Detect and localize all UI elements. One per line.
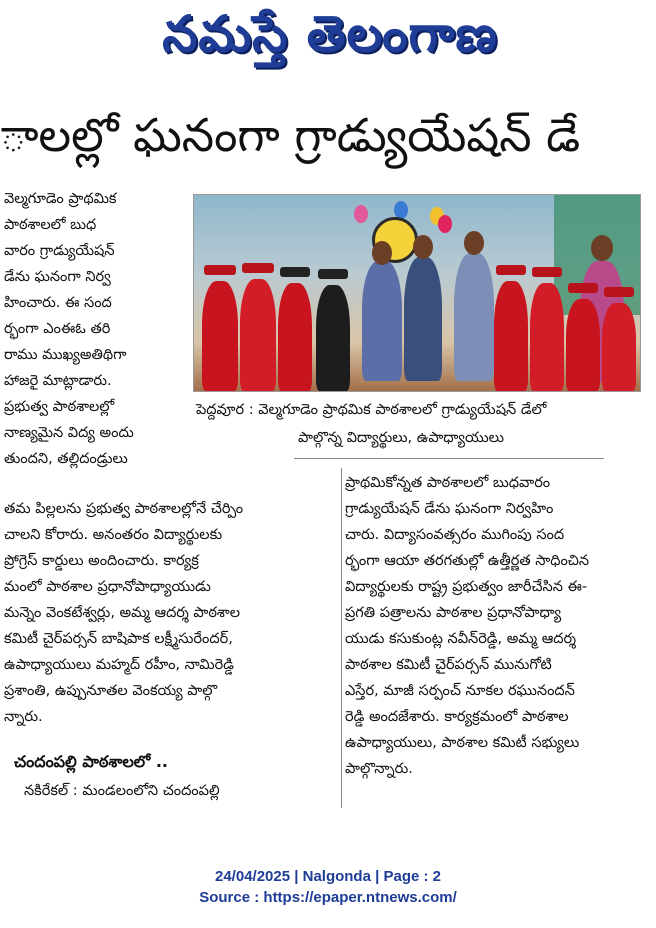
article-column-1-continued: [4, 496, 340, 730]
teacher-figure: [454, 253, 494, 381]
article-line: ప్రాథమికోన్నత పాఠశాలలో బుధవారం: [345, 475, 551, 491]
student-figure: [202, 281, 238, 391]
article-line: ప్రశాంతి, ఉప్పునూతల వెంకయ్య పాల్గొ: [4, 683, 218, 699]
student-figure: [278, 283, 312, 391]
article-line: హాజరై మాట్లాడారు.: [4, 373, 112, 389]
article-line: తమ పిల్లలను ప్రభుత్వ పాఠశాలల్లోనే చేర్పిం: [4, 501, 244, 517]
article-line: నకిరేకల్ : మండలంలోని చందంపల్లి: [24, 783, 220, 799]
article-line: వారం గ్రాడ్యుయేషన్: [4, 243, 115, 259]
headline: ాలల్లో ఘనంగా గ్రాడ్యుయేషన్ డే: [0, 108, 581, 162]
article-line: న్నారు.: [4, 709, 43, 725]
article-photo: [193, 194, 641, 392]
article-line: విద్యార్థులకు రాష్ట్ర ప్రభుత్వం జారీచేసిన ఈ-: [345, 579, 588, 595]
person-head-icon: [591, 235, 613, 261]
graduation-cap-icon: [604, 287, 634, 297]
footer-source-line: Source : https://epaper.ntnews.com/: [199, 889, 457, 906]
photo-caption: [196, 396, 642, 452]
student-figure: [240, 279, 276, 391]
article-line: పాల్గొన్నారు.: [345, 761, 413, 777]
caption-line-2: పాల్గొన్న విద్యార్థులు, ఉపాధ్యాయులు: [298, 430, 504, 446]
article-line: మంలో పాఠశాల ప్రధానోపాధ్యాయుడు: [4, 579, 211, 595]
teacher-figure: [362, 261, 402, 381]
article-line: చాలని కోరారు. అనంతరం విద్యార్థులకు: [4, 527, 223, 543]
caption-line-1: పెద్దవూర : వెల్మగూడెం ప్రాథమిక పాఠశాలలో గ్రాడ్యుయేషన్ డేలో: [196, 402, 547, 418]
graduation-cap-icon: [532, 267, 562, 277]
balloon-icon: [354, 205, 368, 223]
article-line: వెల్మగూడెం ప్రాథమిక: [4, 191, 117, 207]
graduation-cap-icon: [318, 269, 348, 279]
article-line: కమిటీ చైర్‌పర్సన్ బాషిపాక లక్ష్మీసురేందర్,: [4, 631, 233, 647]
article-line: రెడ్డి అందజేశారు. కార్యక్రమంలో పాఠశాల: [345, 709, 569, 725]
article-line: హించారు. ఈ సంద: [4, 295, 112, 311]
column-divider: [341, 468, 342, 808]
masthead-title: నమస్తే తెలంగాణ: [162, 4, 498, 63]
article-line: యుడు కసుకుంట్ల నవీన్‌రెడ్డి, అమ్మ ఆదర్శ: [345, 631, 576, 647]
article-line: డేను ఘనంగా నిర్వ: [4, 269, 111, 285]
article-line: ఉపాధ్యాయులు మహ్మద్ రహీం, నామిరెడ్డి: [4, 657, 234, 673]
article-line: చారు. విద్యాసంవత్సరం ముగింపు సంద: [345, 527, 565, 543]
article-line: నాణ్యమైన విద్య అందు: [4, 425, 134, 441]
graduation-cap-icon: [568, 283, 598, 293]
student-figure: [602, 303, 636, 391]
article-line: పాఠశాల కమిటీ చైర్‌పర్సన్ మునుగోటి: [345, 657, 552, 673]
caption-divider: [294, 458, 604, 459]
graduation-cap-icon: [242, 263, 274, 273]
article-line: మన్నెం వెంకటేశ్వర్లు, అమ్మ ఆదర్శ పాఠశాల: [4, 605, 241, 621]
teacher-figure: [404, 257, 442, 381]
article-line: ప్రభుత్వ పాఠశాలల్లో: [4, 399, 115, 415]
article-column-1: [4, 186, 194, 472]
article-line: ర్భంగా ఎంఈఓ తరి: [4, 321, 111, 337]
graduation-cap-icon: [280, 267, 310, 277]
footer-date-line: 24/04/2025 | Nalgonda | Page : 2: [215, 868, 441, 885]
student-figure: [530, 283, 564, 391]
article-line: తుందని, తల్లిదండ్రులు: [4, 451, 128, 467]
balloon-icon: [438, 215, 452, 233]
article-column-2: [345, 470, 645, 782]
article-line: గ్రాడ్యుయేషన్ డేను ఘనంగా నిర్వహిం: [345, 501, 554, 517]
student-figure: [316, 285, 350, 391]
article-line: పాఠశాలలో బుధ: [4, 217, 97, 233]
graduation-cap-icon: [496, 265, 526, 275]
article-subhead: చందంపల్లి పాఠశాలలో ..: [14, 752, 168, 771]
student-figure: [566, 299, 600, 391]
article-line: రాము ముఖ్యఅతిథిగా: [4, 347, 127, 363]
page-footer: [0, 866, 656, 908]
article-line: ఎస్తేర, మాజీ సర్పంచ్ నూకల రఘునందన్: [345, 683, 575, 699]
article-line: ఉపాధ్యాయులు, పాఠశాల కమిటీ సభ్యులు: [345, 735, 580, 751]
person-head-icon: [372, 241, 392, 265]
article-line: ప్రోగ్రెస్ కార్డులు అందించారు. కార్యక్ర: [4, 553, 199, 569]
student-figure: [494, 281, 528, 391]
graduation-cap-icon: [204, 265, 236, 275]
article-line: ర్భంగా ఆయా తరగతుల్లో ఉత్తీర్ణత సాధించిన: [345, 553, 590, 569]
person-head-icon: [413, 235, 433, 259]
article-line: ప్రగతి పత్రాలను పాఠశాల ప్రధానోపాధ్యా: [345, 605, 562, 621]
person-head-icon: [464, 231, 484, 255]
article-column-1-tail: [24, 778, 336, 804]
